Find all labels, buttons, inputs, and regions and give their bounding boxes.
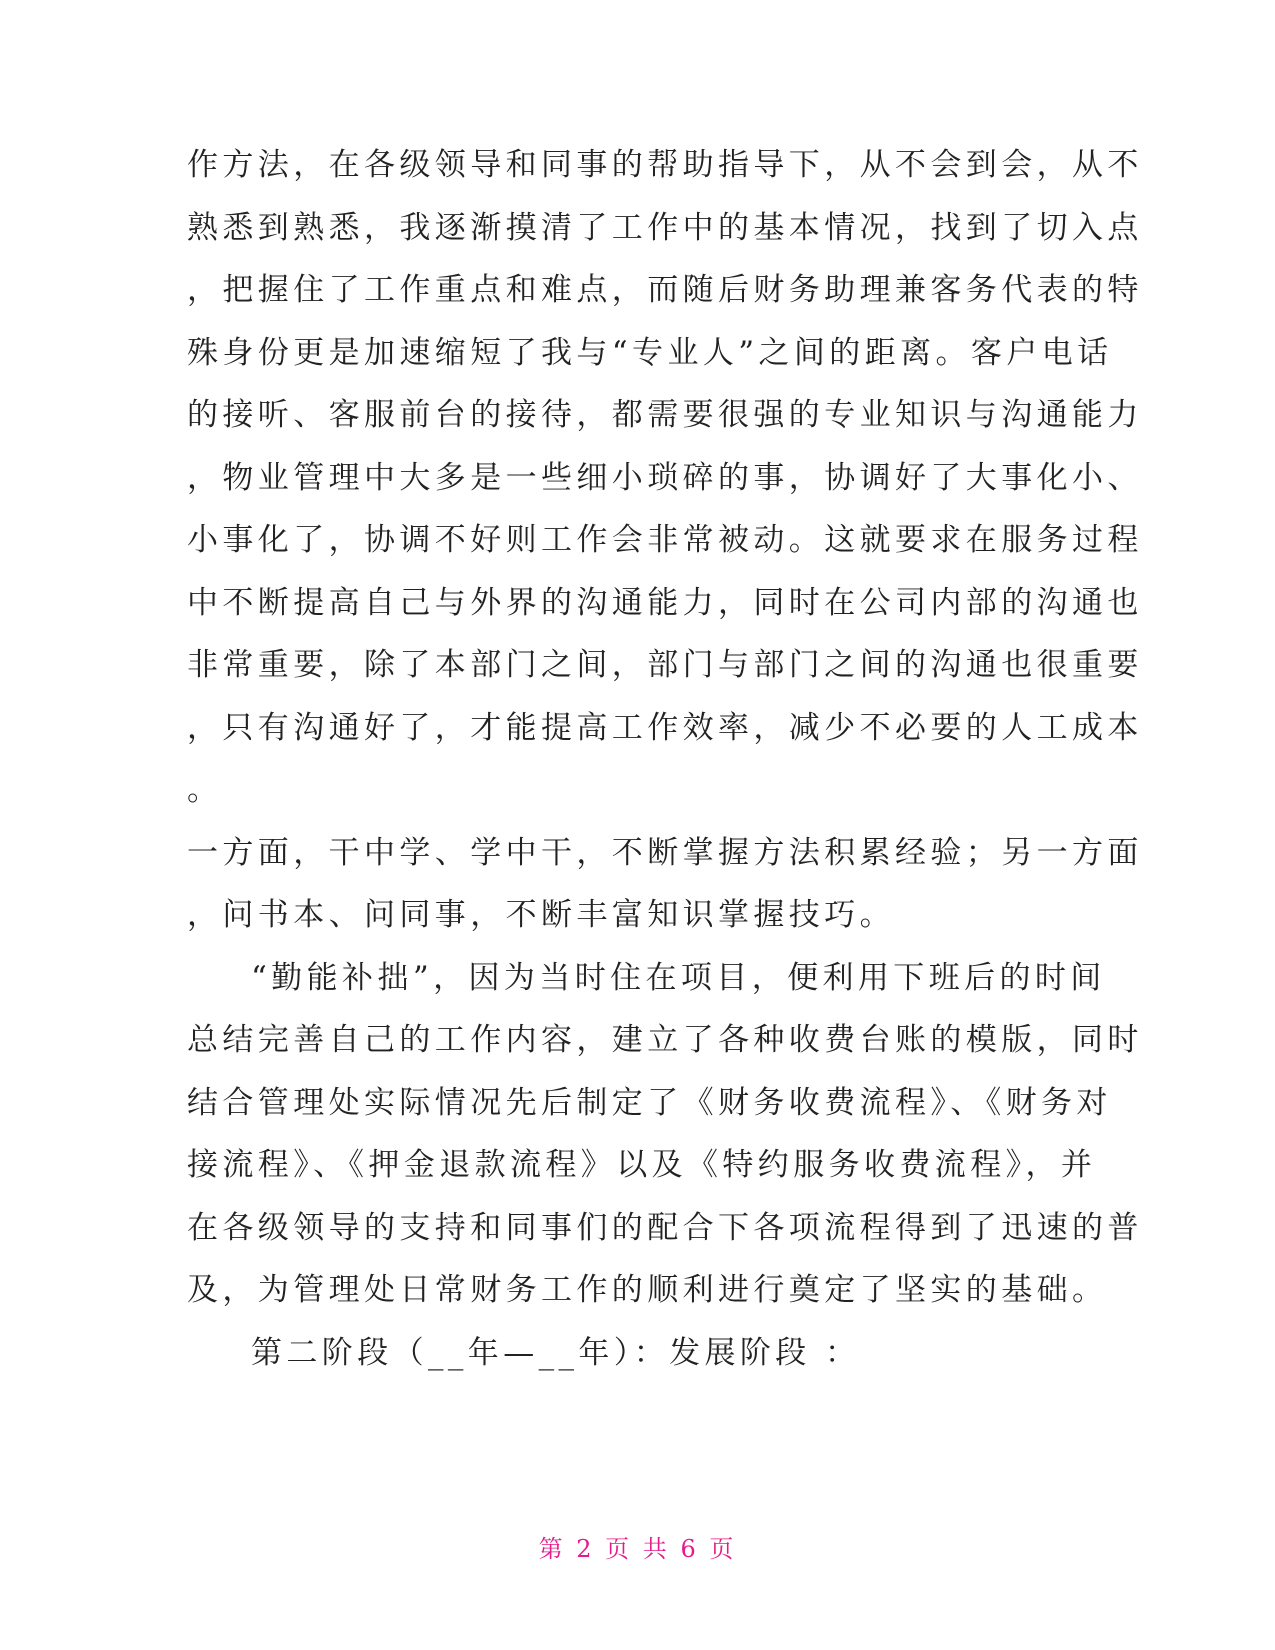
body-line: ，问书本、问同事，不断丰富知识掌握技巧。 [187, 897, 895, 933]
body-line: “勤能补拙”，因为当时住在项目，便利用下班后的时间 [251, 960, 1106, 996]
body-line: 非常重要，除了本部门之间，部门与部门之间的沟通也很重要 [187, 647, 1143, 683]
body-line: 总结完善自己的工作内容，建立了各种收费台账的模版，同时 [187, 1022, 1143, 1058]
body-line: 结合管理处实际情况先后制定了《财务收费流程》、《财务对 [187, 1085, 1112, 1121]
section-heading: 第二阶段（__年—__年）：发展阶段 ： [251, 1335, 861, 1371]
body-line: 及，为管理处日常财务工作的顺利进行奠定了坚实的基础。 [187, 1272, 1108, 1308]
body-line: 在各级领导的支持和同事们的配合下各项流程得到了迅速的普 [187, 1210, 1143, 1246]
body-line: ，物业管理中大多是一些细小琐碎的事，协调好了大事化小、 [187, 460, 1143, 496]
body-line: 的接听、客服前台的接待，都需要很强的专业知识与沟通能力 [187, 397, 1143, 433]
body-line: 殊身份更是加速缩短了我与“专业人”之间的距离。客户电话 [187, 335, 1113, 371]
body-line: 熟悉到熟悉，我逐渐摸清了工作中的基本情况，找到了切入点 [187, 210, 1143, 246]
body-line: 作方法，在各级领导和同事的帮助指导下，从不会到会，从不 [187, 147, 1143, 183]
body-line: 接流程》、《押金退款流程》以及《特约服务收费流程》，并 [187, 1147, 1097, 1183]
body-line: 中不断提高自己与外界的沟通能力，同时在公司内部的沟通也 [187, 585, 1143, 621]
page-number-footer: 第 2 页 共 6 页 [538, 1535, 737, 1563]
body-line: 小事化了，协调不好则工作会非常被动。这就要求在服务过程 [187, 522, 1143, 558]
body-line: 一方面，干中学、学中干，不断掌握方法积累经验；另一方面 [187, 835, 1143, 871]
body-line: ，把握住了工作重点和难点，而随后财务助理兼客务代表的特 [187, 272, 1143, 308]
body-line: ，只有沟通好了，才能提高工作效率，减少不必要的人工成本 [187, 710, 1143, 746]
body-line: 。 [187, 772, 223, 808]
